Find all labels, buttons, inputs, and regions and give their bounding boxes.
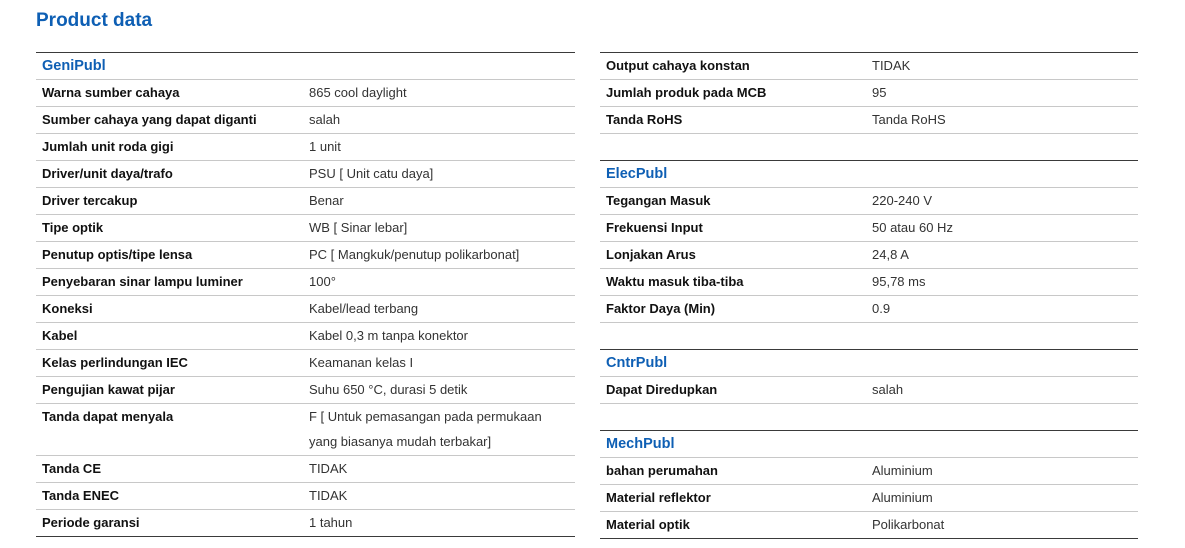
row-label: Material reflektor [606,490,711,505]
row-value: TIDAK [872,58,911,73]
row-label: Penyebaran sinar lampu luminer [42,274,243,289]
row-value: salah [309,112,341,127]
row-value: Polikarbonat [872,517,945,532]
row-value: Suhu 650 °C, durasi 5 detik [309,382,468,397]
section-title: CntrPubl [606,355,668,371]
right-tables [600,52,1138,539]
spacer-row [600,323,1138,350]
row-value [309,404,571,454]
table-row [600,215,1138,242]
row-value-line: yang biasanya mudah terbakar] [309,434,492,449]
table-row [36,80,575,107]
section-title: GeniPubl [42,58,106,74]
table-row [36,215,575,242]
genipubl-table [36,52,575,537]
row-value: Aluminium [872,463,933,478]
table-row [600,107,1138,134]
table-row [36,456,575,483]
table-row [600,512,1138,539]
row-label: Driver/unit daya/trafo [42,166,173,181]
table-row [36,510,575,537]
row-label: Driver tercakup [42,193,138,208]
row-value-line: F [ Untuk pemasangan pada permukaan [309,409,542,424]
section-title: ElecPubl [606,166,668,182]
row-value: TIDAK [309,461,348,476]
row-value: 100° [309,274,336,289]
table-row [36,350,575,377]
row-value: 95,78 ms [872,274,926,289]
table-row [600,188,1138,215]
row-label: Sumber cahaya yang dapat diganti [42,112,257,127]
row-label: Tanda ENEC [42,488,120,503]
table-row [36,161,575,188]
table-row [600,296,1138,323]
row-label: Tanda CE [42,461,101,476]
row-value: 220-240 V [872,193,932,208]
table-row [36,188,575,215]
spacer-row [600,404,1138,431]
row-value: Tanda RoHS [872,112,946,127]
table-row [600,458,1138,485]
table-row [36,107,575,134]
row-value: TIDAK [309,488,348,503]
row-value: Aluminium [872,490,933,505]
table-row [600,242,1138,269]
row-value: 0.9 [872,301,891,316]
row-value: salah [872,382,904,397]
row-value: 1 unit [309,139,341,154]
row-label: bahan perumahan [606,463,718,478]
section-header-mechpubl [600,431,1138,458]
table-row [600,377,1138,404]
table-row [36,242,575,269]
table-row [600,52,1138,80]
table-row [36,323,575,350]
table-row [600,269,1138,296]
section-header-genipubl [36,52,575,80]
row-label: Periode garansi [42,515,140,530]
row-label: Jumlah produk pada MCB [606,85,767,100]
section-header-cntrpubl [600,350,1138,377]
row-value: 24,8 A [872,247,909,262]
table-row [36,483,575,510]
row-label: Waktu masuk tiba-tiba [606,274,744,289]
row-label: Output cahaya konstan [606,58,750,73]
row-label: Warna sumber cahaya [42,85,180,100]
table-row [600,485,1138,512]
row-label: Kabel [42,328,78,343]
row-label: Koneksi [42,301,93,316]
row-label: Kelas perlindungan IEC [42,355,188,370]
row-label: Frekuensi Input [606,220,703,235]
row-label: Material optik [606,517,690,532]
table-row [36,134,575,161]
row-label: Pengujian kawat pijar [42,382,175,397]
section-title: MechPubl [606,436,675,452]
row-value: 865 cool daylight [309,85,407,100]
row-label: Tipe optik [42,220,104,235]
row-value: Kabel 0,3 m tanpa konektor [309,328,468,343]
row-label: Dapat Diredupkan [606,382,718,397]
row-label: Tanda dapat menyala [42,409,174,424]
row-value: 1 tahun [309,515,353,530]
row-label: Lonjakan Arus [606,247,696,262]
row-value: Benar [309,193,344,208]
row-value: Kabel/lead terbang [309,301,419,316]
row-label: Penutup optis/tipe lensa [42,247,193,262]
row-value: 50 atau 60 Hz [872,220,953,235]
row-value: 95 [872,85,887,100]
table-row [600,80,1138,107]
row-value: PC [ Mangkuk/penutup polikarbonat] [309,247,520,262]
section-header-elecpubl [600,161,1138,188]
page-title: Product data [36,10,153,31]
table-row [36,296,575,323]
table-row [36,377,575,404]
table-row [36,269,575,296]
row-value: WB [ Sinar lebar] [309,220,408,235]
table-row [36,404,575,456]
row-label: Faktor Daya (Min) [606,301,716,316]
row-value: PSU [ Unit catu daya] [309,166,434,181]
row-value: Keamanan kelas I [309,355,414,370]
row-label: Jumlah unit roda gigi [42,139,174,154]
row-label: Tanda RoHS [606,112,683,127]
row-label: Tegangan Masuk [606,193,711,208]
spacer-row [600,134,1138,161]
